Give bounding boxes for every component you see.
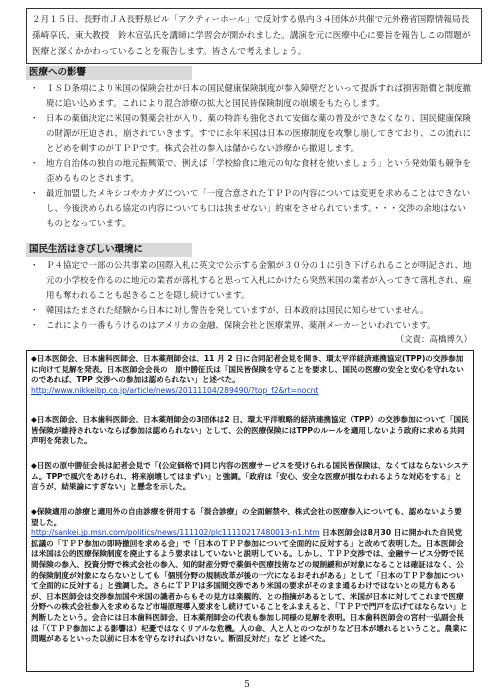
list-item: ・ Ｐ４協定で一部の公共事業の国際入札に英文で公示する金額が３０分の１に引き下げられることが明記され、地元の小学校を作るのに地元の業者が落札すると思って入札にかけたら突然米国の業者が入ってきて落札され、雇用も奪われることも起きることを隠し続けています。 — [30, 259, 472, 304]
list-item: ・ 最近加盟したメキシコやカナダについて「一度合意されたＴＰＰの内容については変更を求めることはできないし、今後決められる協定の内容についても口は挟ませない」約束をさせられています。・・・交渉の余地はないものとなっています。 — [30, 187, 472, 232]
life-impact-list — [30, 259, 472, 334]
list-item: ・ ＩＳＤ条項により米国の保険会社が日本の国民健康保険制度が参入障壁だといって提訴すれば損害賠償と制度撤廃に追い込めます。これにより混合診療の拡大と国民皆保険制度の崩壊をもたらします。 — [30, 82, 472, 112]
quote-block-2 — [31, 415, 469, 447]
quote-text-2: ◆日本医師会、日本歯科医師会、日本薬剤師会の3団体は2 日、環太平洋戦略的経済連携協定（TPP）の交渉参加について「国民皆保険が維持されないならば参加は認められない」として、公的医療保険にはTPPのルールを適用しないよう政府に求める共同声明を発表した。 — [31, 415, 469, 446]
medical-impact-list — [30, 82, 472, 232]
quote-text-4: ◆保険適用の診療と適用外の自由診療を併用する「混合診療」の全面解禁や、株式会社の医療参入についても、認めないよう要望した。 — [31, 507, 462, 527]
section-heading-medical: 医療への影響 — [26, 66, 192, 80]
quote-text-4-detail: 日本医師会は8月30 日に開かれた自民党拡議の「ＴＰＰ参加の即時撤回を求める会」で「日本のＴＰＰ参加について全面的に反対する」と改めて表明した。日本医師会は米国は公的医療保険制度を廃止するよう要求はしていないと説明している。しかし、ＴＰＰ交渉では、金融サービス分野で民間保険の参入、投資分野で株式会社の参入、知的財産分野で薬価や医療技術などの規制緩和が対象になることは確証はなく、公的保険制度が対象にならないとしても「個別分野の規制改革が後の一穴になるおそれがある」として「日本のＴＰＰ参加について全面的に反対する」と強調した。さらにＴＰＰは多国間交渉であり米国の要求がそのまま通るわけではないとの見方もあるが、日本医師会は交渉参加国や米国の識者からもその見方は楽観的、との指摘があるとして、米国が日本に対してこれまで医療分野への株式会社参入を求めるなど市場原理導入要求をし続けていることをふまえると、「ＴＰＰで門戸を広げてはならない」と判断したという。会合には日本歯科医師会、日本薬剤師会の代表も参加し同様の見解を表明。日本歯科医師会の宮村一弘副会長は「（ＴＰＰ参加による影響は）杞憂ではなくリアルな危機。人の命、人と人とのつながりなど日本が壊れるということ。農業に問題があるといった以前に日本を守らなければいけない。断固反対だ」など と述べた。 — [31, 528, 468, 644]
byline: （文責：高橋博久） — [395, 335, 472, 345]
quote-block-1 — [31, 354, 469, 396]
intro-box: ２月１５日、長野市ＪＡ長野県ビル「アクティーホール」で反対する県内３４団体が共催で元外務省国際情報局長 孫崎享氏、東大教授 鈴木宣弘氏を講師に学習会が開かれました。講演を元に医療中心に要旨を報告しこの問題が医療と深くかかわっていることを報告します。皆さんで考えましょう。 — [26, 8, 482, 64]
quote-text-1: ◆日本医師会、日本歯科医師会、日本薬剤師会は、11 月 2 日に合同記者会見を開き、環太平洋経済連携協定(TPP)の交渉参加に向けて見解を発表。日本医師会会長の 原中勝征氏は「国民皆保険を守ることを要求し、国民の医療の安全と安心を守れないのであれば、TPP 交渉への参加は認められない」と述べた。 — [31, 354, 464, 385]
quote-block-3 — [31, 461, 469, 493]
list-item: ・ 地方自治体の独自の地元振興策で、例えば「学校給食に地元の旬な食材を使いましょう」という発効策も競争を歪めるものとされます。 — [30, 157, 472, 187]
list-item: ・ 韓国はたまされた経験から日本に対し警告を発していますが、日本政府は国民に知らせていません。 — [30, 304, 472, 319]
sankei-link[interactable]: http://sankei.jp.msn.com/politics/news/111102/plc11110217480013-n1.htm — [31, 528, 320, 538]
list-item: ・ 日本の薬価決定に米国の製薬会社が入り、薬の特許も強化されて安価な薬の普及ができなくなり、国民健康保険の財源が圧迫され、崩されていきます。すでに永年米国は日本の医療制度を攻撃し崩してきており、この流れにとどめを刺すのがＴＰＰです。株式会社の参入は儲からない診療から撤退します。 — [30, 112, 472, 157]
nikkeibp-link[interactable]: http://www.nikkeibp.co.jp/article/news/20111104/289490/?top_f2&rt=nocnt — [31, 385, 319, 395]
section-heading-life: 国民生活はきびしい環境に — [26, 243, 192, 257]
quote-block-4 — [31, 507, 469, 645]
quote-text-3: ◆日医の原中勝征会長は記者会見で「(公定価格で)同じ内容の医療サービスを受けられる国民皆保険は、なくてはならないシステム。TPPで風穴をあけられ、将来崩壊してはまずい」と強調。「政府は「安心、安全な医療が損なわれるような対応をする」と言うが、結果論にすぎない」と懸念を示した。 — [31, 461, 469, 492]
list-item: ・ これにより一番もうけるのはアメリカの金融、保険会社と医療業界、薬剤メーカーといわれています。 — [30, 319, 472, 334]
page-number: 5 — [244, 680, 250, 690]
news-quote-box — [26, 350, 474, 672]
